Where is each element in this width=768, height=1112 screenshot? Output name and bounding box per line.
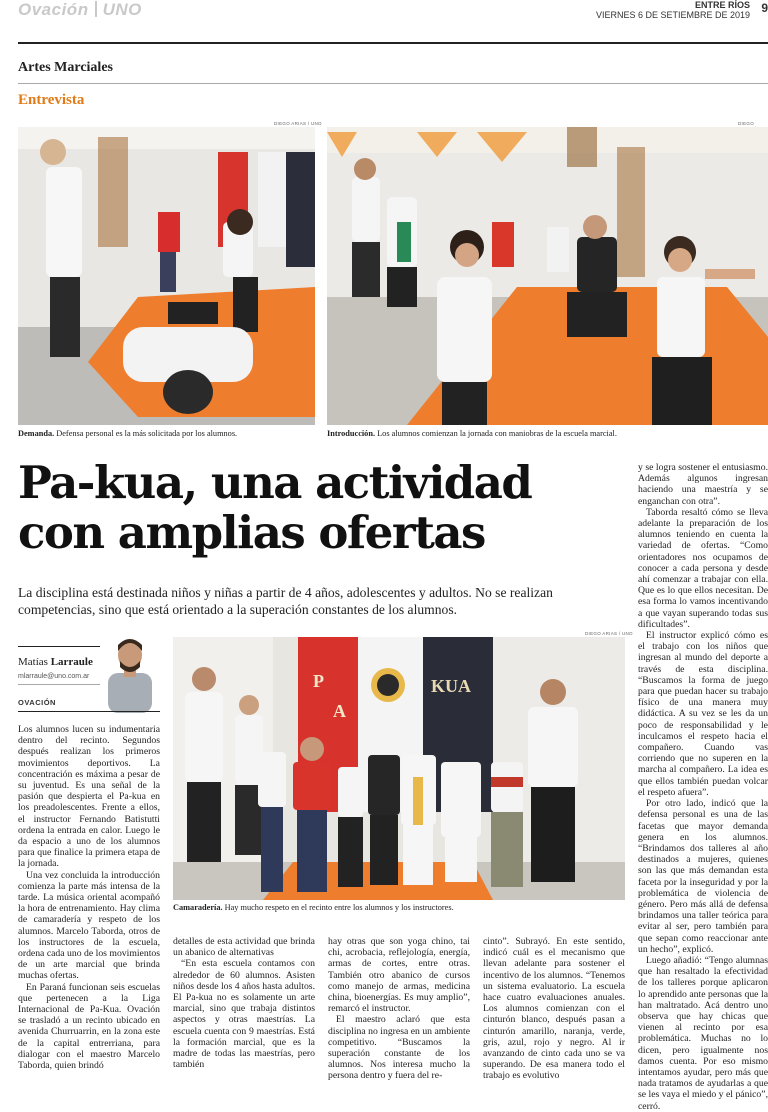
photo-introduccion-image bbox=[327, 127, 768, 425]
masthead-ovacion: Ovación bbox=[18, 0, 89, 19]
headline: Pa-kua, una actividad con amplias ofertas bbox=[18, 456, 532, 559]
body-column-2 bbox=[173, 936, 315, 1080]
paragraph: Luego añadió: “Tengo alumnas que han resaltado la efectividad de los talleres porque aplicaron lo aprendido ante personas que la han maltratado. Acá dentro uno observa que hay chicas que vienen al recinto por esa problemática. Muchas no lo dicen, pero igualmente nos damos cuenta. Por eso mismo intentamos ayudar, pero más que nada tratamos de ayudarlas a que se les vaya el miedo y el pánico”, cerró. bbox=[638, 954, 768, 1112]
photo-credit: DIEGO ARIAS / UNO bbox=[274, 121, 322, 126]
author-bottom-rule bbox=[18, 711, 160, 712]
author-first: Matías bbox=[18, 656, 48, 668]
caption-introduccion bbox=[327, 429, 617, 439]
paragraph: y se logra sostener el entusiasmo. Además algunos ingresan haciendo una maestría y se enganchan con otra”. bbox=[638, 462, 768, 507]
body-column-3 bbox=[328, 936, 470, 1080]
paragraph: cinto”. Subrayó. En este sentido, indicó cuál es el mecanismo que llevan adelante para sostener el incentivo de los alumnos. “Tenemos un sistema evaluatorio. La escuela hace cuatro evaluaciones anuales. Los alumnos comienzan con el cinturón blanco, después pasan a cinturón amarillo, naranja, verde, gris, azul, rojo y negro. Al ir avanzando de cinto cada uno se va superando. De esa manera todo el trabajo es evolutivo bbox=[483, 936, 625, 1082]
body-column-4 bbox=[483, 936, 625, 1080]
paragraph: “En esta escuela contamos con alrededor de 60 alumnos. Asisten niños desde los 4 años hasta adultos. El Pa-kua no es solamente un arte marcial, sino que trabaja distintos aspectos y otras maestrías. La escuela cuenta con 9 maestrías. Está la formación marcial, que es la madre de todas las maestrías, pero también bbox=[173, 958, 315, 1071]
paragraph: El maestro aclaró que esta disciplina no ingresa en un ambiente competitivo. “Buscamos la superación constante de los alumnos. Nos interesa mucho la persona dentro y fuera del re- bbox=[328, 1014, 470, 1082]
top-rule bbox=[18, 42, 768, 44]
caption-camaraderia-lead: Camaradería. bbox=[173, 903, 223, 912]
page-number: 9 bbox=[761, 1, 768, 15]
masthead bbox=[18, 0, 142, 20]
author-avatar bbox=[100, 633, 160, 713]
paragraph: Una vez concluida la introducción comienza la parte más intensa de la tarde. La música oriental acompañó la hora de entrenamiento. Hay clima de camaradería y respeto de los alumnos. Marcelo Taborda, otros de los instructores de la escuela, ordena cada uno de los movimientos de un arte marcial que brinda muchas ofertas. bbox=[18, 869, 160, 982]
deck: La disciplina está destinada niños y niñas a partir de 4 años, adolescentes y adultos. No se realizan competencias, sino que está orientado a la superación constantes de los alumnos. bbox=[18, 585, 553, 617]
caption-demanda-lead: Demanda. bbox=[18, 429, 55, 438]
body-column-1 bbox=[18, 724, 160, 1080]
paragraph: Los alumnos lucen su indumentaria dentro del recinto. Segundos después realizan los primeros movimientos deportivos. La concentración es máxima a pesar de su juventud. Es una señal de la pasión que despierta el Pa-kua en los preadolescentes. Frente a ellos, el instructor Fernando Batistutti ordena la entrada en calor. Luego le da espacio a uno de los alumnos para que finalice la primera etapa de la jornada. bbox=[18, 724, 160, 870]
caption-introduccion-text: Los alumnos comienzan la jornada con maniobras de la escuela marcial. bbox=[375, 429, 617, 438]
caption-camaraderia bbox=[173, 903, 454, 913]
paragraph: detalles de esta actividad que brinda un abanico de alternativas bbox=[173, 936, 315, 959]
paragraph: Por otro lado, indicó que la defensa personal es una de las facetas que mayor demanda genera en los alumnos. “Brindamos dos talleres al año destinados a mujeres, quienes son las que más demandan esta faceta por la inseguridad y por la problemática de violencia de género. Pero más allá de defensa brindamos una taller teórica para evitar al ser, pero también para que sepan como reaccionar ante un hecho”, explicó. bbox=[638, 798, 768, 955]
paragraph: El instructor explicó cómo es el trabajo con los niños que ingresan al mundo del deporte a través de esta disciplina. “Buscamos la forma de juego para que puedan hacer su trabajo físico de una manera muy didáctica. A su vez se les da un poco de responsabilidad y le inculcamos el respeto hacia el compañero. Cuando vas corriendo que no superen en la marcha al compañero. La idea es que ellos también puedan volcar el respeto afuera”. bbox=[638, 630, 768, 798]
photo-credit-right: DIEGO bbox=[738, 121, 755, 126]
paragraph: hay otras que son yoga chino, tai chi, acrobacia, reflejología, energía, armas de cortes, entre otras. También otro abanico de cursos como manejo de armas, medicina china, bioenergías. Es muy amplio”, remarcó el instructor. bbox=[328, 936, 470, 1015]
photo-demanda bbox=[18, 127, 315, 425]
section-title: Artes Marciales bbox=[18, 60, 113, 75]
paragraph: En Paraná funcionan seis escuelas que pertenecen a la Liga Internacional de Pa-Kua. Ovación se trasladó a un recinto ubicado en avenida Churruarrin, en la zona este de la capital entrerriana, para dialogar con el maestro Marcelo Taborda, quien brindó bbox=[18, 981, 160, 1072]
masthead-divider bbox=[95, 1, 97, 17]
issue-date: VIERNES 6 DE SETIEMBRE DE 2019 bbox=[595, 10, 750, 20]
banner-letters-kua: KUA bbox=[431, 676, 471, 696]
caption-camaraderia-text: Hay mucho respeto en el recinto entre los alumnos y los instructores. bbox=[222, 903, 454, 912]
author-name bbox=[18, 656, 93, 668]
photo-camaraderia-image bbox=[173, 637, 625, 900]
photo-camaraderia bbox=[173, 637, 625, 900]
caption-introduccion-lead: Introducción. bbox=[327, 429, 376, 438]
author-email: mlarraule@uno.com.ar bbox=[18, 673, 90, 680]
photo-credit-group: DIEGO ARIAS / UNO bbox=[585, 631, 633, 636]
section-rule bbox=[18, 83, 768, 84]
banner-letter-a: A bbox=[333, 701, 346, 721]
page-info bbox=[596, 0, 750, 20]
masthead-uno: UNO bbox=[102, 0, 142, 19]
body-column-5 bbox=[638, 462, 768, 1112]
kicker: Entrevista bbox=[18, 92, 85, 108]
banner-letter-p: P bbox=[313, 671, 324, 691]
author-avatar-image bbox=[100, 633, 160, 713]
photo-demanda-image bbox=[18, 127, 315, 425]
author-last: Larraule bbox=[50, 656, 93, 668]
author-section: OVACIÓN bbox=[18, 698, 56, 707]
photo-introduccion bbox=[327, 127, 768, 425]
caption-demanda bbox=[18, 429, 237, 439]
caption-demanda-text: Defensa personal es la más solicitada por los alumnos. bbox=[54, 429, 238, 438]
province-label: ENTRE RÍOS bbox=[694, 0, 750, 10]
paragraph: Taborda resaltó cómo se lleva adelante la preparación de los alumnos teniendo en cuenta la variedad de ofertas. “Como orientadores nos ocupamos de conocer a cada persona y desde ahí comenzar a trabajar con ella. Que es lo que ellos necesitan. De esa forma lo vamos incentivando a que vayan superando todas sus dificultades”. bbox=[638, 506, 768, 630]
